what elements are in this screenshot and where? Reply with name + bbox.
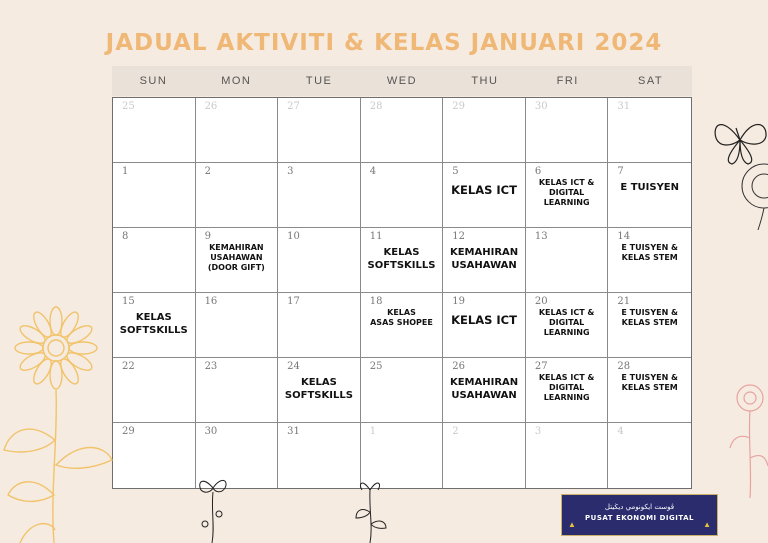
- calendar-day-cell: [196, 293, 279, 358]
- day-number: 14: [617, 231, 631, 242]
- calendar-day-cell: [361, 228, 444, 293]
- event-label: E TUISYEN & KELAS STEM: [621, 243, 679, 262]
- event-label: E TUISYEN & KELAS STEM: [621, 308, 679, 327]
- calendar-day-cell: [278, 163, 361, 228]
- day-number: 26: [452, 361, 466, 372]
- calendar-day-cell: [361, 163, 444, 228]
- day-number: 18: [369, 296, 383, 307]
- organization-badge: [561, 494, 718, 536]
- event-label: KELAS ICT & DIGITAL LEARNING: [538, 178, 595, 207]
- day-number: 17: [287, 296, 300, 307]
- pink-flower-icon: [726, 378, 768, 498]
- calendar-day-cell: [608, 163, 691, 228]
- day-number: 29: [122, 426, 135, 437]
- calendar-day-cell: [526, 98, 609, 163]
- triangle-icon: ▲: [703, 520, 711, 529]
- calendar-day-cell: [608, 358, 691, 423]
- day-number: 31: [287, 426, 300, 437]
- calendar-day-cell: [196, 228, 279, 293]
- day-number: 28: [617, 361, 631, 372]
- day-number: 26: [204, 101, 218, 112]
- day-number: 19: [452, 296, 466, 307]
- calendar-day-cell: [443, 163, 526, 228]
- day-number: 27: [287, 101, 300, 112]
- calendar-day-cell: [443, 228, 526, 293]
- calendar-day-cell: [196, 163, 279, 228]
- event-label: KELAS ICT & DIGITAL LEARNING: [538, 308, 595, 337]
- day-number: 1: [122, 166, 129, 177]
- weekday-header: [112, 66, 692, 96]
- day-number: 3: [534, 426, 542, 437]
- sunflower-icon: [0, 290, 120, 543]
- day-number: 5: [452, 166, 459, 177]
- event-label: E TUISYEN & KELAS STEM: [621, 373, 679, 392]
- day-number: 10: [287, 231, 300, 242]
- calendar-day-cell: [443, 293, 526, 358]
- day-number: 13: [534, 231, 548, 242]
- weekday-wed: WED: [386, 75, 418, 87]
- event-label: KEMAHIRAN USAHAWAN (DOOR GIFT): [207, 243, 265, 272]
- badge-arabic-text: ڤوست ايکونومي ديڬيتل: [604, 503, 675, 511]
- calendar-day-cell: [361, 293, 444, 358]
- day-number: 8: [122, 231, 129, 242]
- calendar-day-cell: [278, 228, 361, 293]
- day-number: 30: [204, 426, 218, 437]
- calendar-day-cell: [608, 98, 691, 163]
- day-number: 29: [452, 101, 466, 112]
- calendar-day-cell: [443, 423, 526, 488]
- calendar-day-cell: [113, 98, 196, 163]
- day-number: 1: [369, 426, 377, 437]
- day-number: 16: [204, 296, 218, 307]
- day-number: 6: [534, 166, 542, 177]
- butterfly-icon: [195, 476, 231, 543]
- day-number: 27: [534, 361, 548, 372]
- day-number: 30: [534, 101, 548, 112]
- weekday-sun: SUN: [139, 75, 168, 87]
- calendar-day-cell: [526, 358, 609, 423]
- event-label: KELAS SOFTSKILLS: [119, 312, 188, 336]
- day-number: 23: [204, 361, 218, 372]
- event-label: KEMAHIRAN USAHAWAN: [449, 247, 519, 271]
- day-number: 11: [369, 231, 383, 242]
- day-number: 24: [287, 361, 300, 372]
- weekday-tue: TUE: [305, 75, 333, 87]
- day-number: 15: [122, 296, 135, 307]
- sunflower-icon: [728, 150, 768, 230]
- day-number: 25: [122, 101, 135, 112]
- day-number: 2: [452, 426, 459, 437]
- calendar-day-cell: [608, 293, 691, 358]
- day-number: 4: [617, 426, 624, 437]
- badge-name: PUSAT EKONOMI DIGITAL: [585, 514, 694, 522]
- weekday-thu: THU: [471, 75, 499, 87]
- day-number: 12: [452, 231, 466, 242]
- calendar-day-cell: [526, 228, 609, 293]
- day-number: 3: [287, 166, 294, 177]
- calendar-day-cell: [361, 98, 444, 163]
- weekday-sat: SAT: [638, 75, 664, 87]
- calendar-day-cell: [278, 98, 361, 163]
- day-number: 31: [617, 101, 631, 112]
- calendar-day-cell: [278, 358, 361, 423]
- calendar-day-cell: [443, 358, 526, 423]
- day-number: 25: [369, 361, 383, 372]
- event-label: KELAS ICT: [451, 183, 517, 197]
- calendar-day-cell: [278, 423, 361, 488]
- event-label: KELAS SOFTSKILLS: [367, 247, 436, 271]
- day-number: 7: [617, 166, 624, 177]
- triangle-icon: ▲: [568, 520, 576, 529]
- event-label: KELAS ICT: [451, 313, 517, 327]
- day-number: 28: [369, 101, 383, 112]
- calendar-day-cell: [113, 293, 196, 358]
- page-title: JADUAL AKTIVITI & KELAS JANUARI 2024: [105, 30, 663, 56]
- day-number: 9: [204, 231, 211, 242]
- calendar-day-cell: [361, 358, 444, 423]
- calendar-day-cell: [526, 293, 609, 358]
- calendar-day-cell: [113, 228, 196, 293]
- calendar-day-cell: [113, 423, 196, 488]
- calendar-day-cell: [526, 423, 609, 488]
- calendar-day-cell: [278, 293, 361, 358]
- day-number: 20: [534, 296, 548, 307]
- calendar-day-cell: [113, 163, 196, 228]
- day-number: 2: [204, 166, 211, 177]
- calendar-day-cell: [443, 98, 526, 163]
- weekday-fri: FRI: [556, 75, 579, 87]
- event-label: KELAS ASAS SHOPEE: [370, 308, 433, 327]
- calendar-day-cell: [196, 358, 279, 423]
- event-label: KEMAHIRAN USAHAWAN: [449, 377, 519, 401]
- calendar-grid: [112, 97, 692, 489]
- day-number: 4: [369, 166, 377, 177]
- pink-flower-icon: [352, 476, 388, 543]
- calendar-day-cell: [608, 423, 691, 488]
- event-label: E TUISYEN: [620, 182, 680, 193]
- calendar-day-cell: [526, 163, 609, 228]
- event-label: KELAS SOFTSKILLS: [284, 377, 353, 401]
- day-number: 21: [617, 296, 631, 307]
- calendar-day-cell: [196, 98, 279, 163]
- day-number: 22: [122, 361, 135, 372]
- calendar-day-cell: [608, 228, 691, 293]
- calendar-day-cell: [113, 358, 196, 423]
- weekday-mon: MON: [221, 75, 252, 87]
- event-label: KELAS ICT & DIGITAL LEARNING: [538, 373, 595, 402]
